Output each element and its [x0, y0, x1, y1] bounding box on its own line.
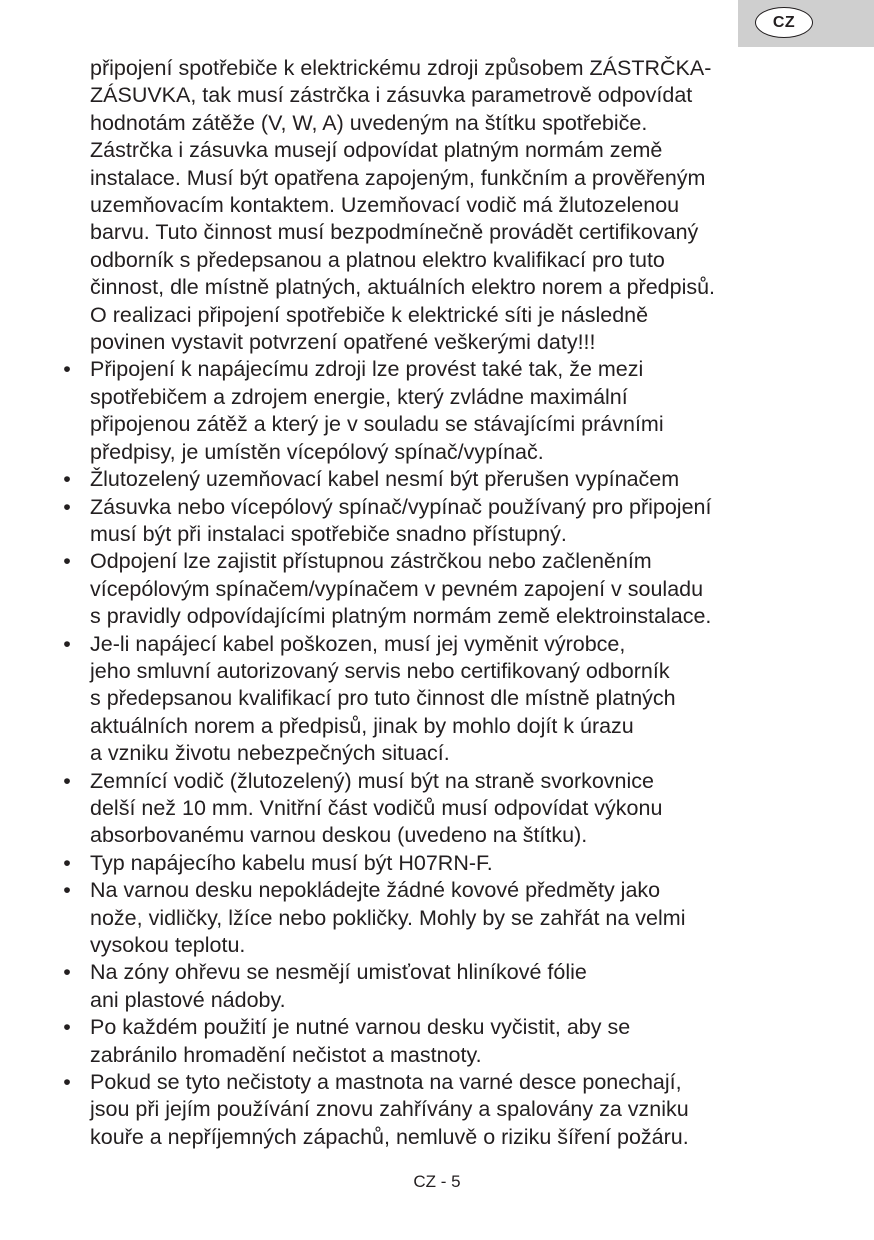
bullet-dot-icon: •	[63, 768, 71, 793]
bullet-line: Odpojení lze zajistit přístupnou zástrčkou nebo začleněním	[90, 549, 652, 574]
bullet-dot-icon: •	[63, 850, 71, 875]
bullet-line: ani plastové nádoby.	[90, 987, 286, 1012]
bullet-list	[60, 356, 840, 1151]
bullet-line: Typ napájecího kabelu musí být H07RN-F.	[90, 850, 493, 875]
bullet-line: Zásuvka nebo vícepólový spínač/vypínač používaný pro připojení	[90, 494, 712, 519]
bullet-dot-icon: •	[63, 878, 71, 903]
bullet-item	[60, 356, 840, 466]
paragraph-line: odborník s předepsanou a platnou elektro kvalifikací pro tuto	[90, 247, 665, 272]
paragraph-line: barvu. Tuto činnost musí bezpodmínečně provádět certifikovaný	[90, 220, 699, 245]
bullet-dot-icon: •	[63, 467, 71, 492]
bullet-line: zabránilo hromadění nečistot a mastnoty.	[90, 1042, 482, 1067]
bullet-line: Na zóny ohřevu se nesmějí umisťovat hliníkové fólie	[90, 960, 587, 985]
bullet-line: delší než 10 mm. Vnitřní část vodičů musí odpovídat výkonu	[90, 795, 663, 820]
bullet-line: předpisy, je umístěn vícepólový spínač/vypínač.	[90, 439, 544, 464]
bullet-item	[60, 768, 840, 850]
bullet-line: vícepólovým spínačem/vypínačem v pevném zapojení v souladu	[90, 576, 704, 601]
bullet-dot-icon: •	[63, 631, 71, 656]
bullet-line: a vzniku životu nebezpečných situací.	[90, 741, 450, 766]
bullet-line: musí být při instalaci spotřebiče snadno přístupný.	[90, 521, 567, 546]
continuation-paragraph	[90, 55, 840, 356]
bullet-line: s pravidly odpovídajícími platným normám země elektroinstalace.	[90, 604, 712, 629]
bullet-line: s předepsanou kvalifikací pro tuto činnost dle místně platných	[90, 686, 676, 711]
bullet-line: Po každém použití je nutné varnou desku vyčistit, aby se	[90, 1015, 631, 1040]
bullet-line: Zemnící vodič (žlutozelený) musí být na straně svorkovnice	[90, 768, 654, 793]
bullet-line: kouře a nepříjemných zápachů, nemluvě o riziku šíření požáru.	[90, 1124, 689, 1149]
bullet-item	[60, 494, 840, 549]
bullet-line: Připojení k napájecímu zdroji lze provést také tak, že mezi	[90, 357, 644, 382]
page-content	[60, 55, 840, 1151]
bullet-line: připojenou zátěž a který je v souladu se stávajícími právními	[90, 412, 664, 437]
bullet-dot-icon: •	[63, 357, 71, 382]
paragraph-line: ZÁSUVKA, tak musí zástrčka i zásuvka parametrově odpovídat	[90, 83, 693, 108]
bullet-item	[60, 877, 840, 959]
page-number: CZ - 5	[413, 1172, 461, 1191]
paragraph-line: povinen vystavit potvrzení opatřené veškerými daty!!!	[90, 330, 596, 355]
bullet-dot-icon: •	[63, 549, 71, 574]
bullet-dot-icon: •	[63, 960, 71, 985]
bullet-line: jsou při jejím používání znovu zahřívány a spalovány za vzniku	[90, 1097, 689, 1122]
bullet-item	[60, 631, 840, 768]
bullet-line: Pokud se tyto nečistoty a mastnota na varné desce ponechají,	[90, 1070, 682, 1095]
paragraph-line: O realizaci připojení spotřebiče k elektrické síti je následně	[90, 302, 649, 327]
bullet-item	[60, 1069, 840, 1151]
bullet-item	[60, 959, 840, 1014]
bullet-line: vysokou teplotu.	[90, 933, 246, 957]
bullet-item	[60, 548, 840, 630]
bullet-line: nože, vidličky, lžíce nebo pokličky. Mohly by se zahřát na velmi	[90, 905, 686, 930]
paragraph-line: hodnotám zátěže (V, W, A) uvedeným na štítku spotřebiče.	[90, 110, 648, 135]
bullet-item	[60, 466, 840, 493]
language-badge: CZ	[755, 7, 813, 38]
bullet-line: Je-li napájecí kabel poškozen, musí jej vyměnit výrobce,	[90, 631, 626, 656]
bullet-line: jeho smluvní autorizovaný servis nebo certifikovaný odborník	[90, 658, 670, 683]
bullet-line: Na varnou desku nepokládejte žádné kovové předměty jako	[90, 878, 661, 903]
bullet-line: absorbovanému varnou deskou (uvedeno na štítku).	[90, 823, 588, 848]
paragraph-line: instalace. Musí být opatřena zapojeným, funkčním a prověřeným	[90, 165, 706, 190]
paragraph-line: uzemňovacím kontaktem. Uzemňovací vodič má žlutozelenou	[90, 193, 680, 218]
bullet-dot-icon: •	[63, 1070, 71, 1095]
bullet-line: Žlutozelený uzemňovací kabel nesmí být přerušen vypínačem	[90, 467, 680, 492]
bullet-item	[60, 850, 840, 877]
bullet-line: spotřebičem a zdrojem energie, který zvládne maximální	[90, 384, 628, 409]
bullet-dot-icon: •	[63, 494, 71, 519]
bullet-dot-icon: •	[63, 1015, 71, 1040]
language-tab	[738, 0, 874, 47]
bullet-line: aktuálních norem a předpisů, jinak by mohlo dojít k úrazu	[90, 713, 634, 738]
paragraph-line: Zástrčka i zásuvka musejí odpovídat platným normám země	[90, 138, 663, 163]
paragraph-line: připojení spotřebiče k elektrickému zdroji způsobem ZÁSTRČKA-	[90, 56, 712, 80]
bullet-item	[60, 1014, 840, 1069]
paragraph-line: činnost, dle místně platných, aktuálních elektro norem a předpisů.	[90, 275, 716, 300]
